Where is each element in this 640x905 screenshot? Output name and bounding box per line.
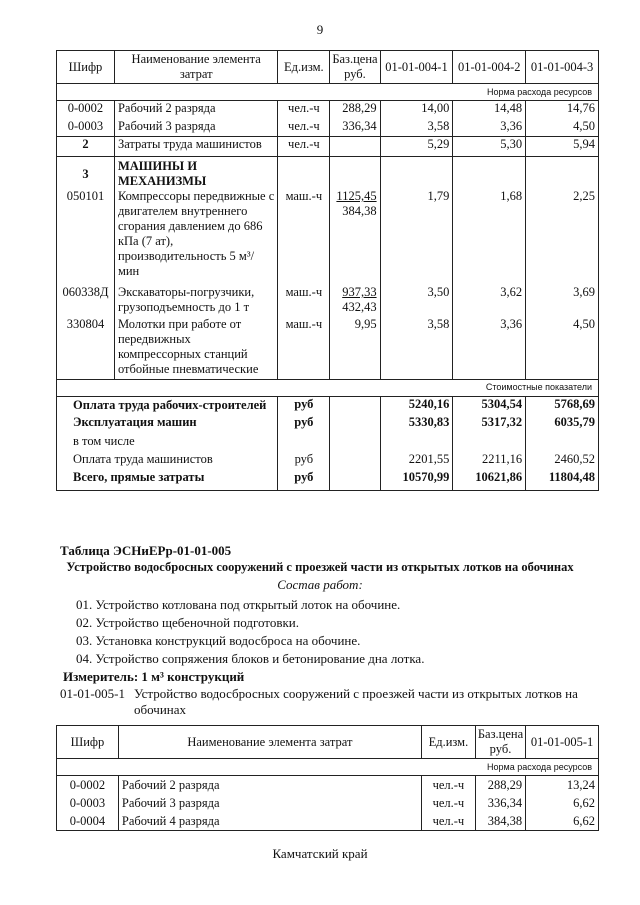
cost-name: в том числе (57, 434, 278, 452)
row-v3: 2,25 (573, 189, 595, 203)
row-name: Затраты труда машинистов (114, 137, 277, 157)
table-row (57, 119, 599, 137)
cost-unit: руб (278, 396, 330, 415)
row-code: 0-0004 (57, 812, 119, 831)
header-unit: Ед.изм. (421, 726, 475, 759)
row-price: 288,29 (475, 776, 525, 795)
row-price (330, 285, 380, 317)
row-price: 336,34 (475, 794, 525, 812)
header-col1: 01-01-004-1 (380, 51, 453, 84)
resource-table-004 (56, 50, 599, 491)
cost-unit: руб (278, 452, 330, 470)
header-unit: Ед.изм. (278, 51, 330, 84)
row-v2: 1,68 (453, 189, 526, 285)
row-unit: маш.-ч (278, 285, 330, 317)
row-unit: чел.-ч (421, 776, 475, 795)
row-v2 (453, 157, 526, 190)
cost-v2: 5317,32 (453, 415, 526, 434)
row-v3: 4,50 (573, 118, 595, 133)
row-code: 0-0003 (57, 119, 115, 137)
cost-name: Эксплуатация машин (57, 415, 278, 434)
table-row (57, 794, 599, 812)
row-unit: маш.-ч (278, 317, 330, 379)
work-item: 02. Устройство щебеночной подготовки. (76, 615, 299, 630)
row-unit: чел.-ч (278, 137, 330, 157)
page-number: 9 (316, 22, 324, 37)
norm-label-row (57, 84, 599, 101)
row-name: Компрессоры передвижные с двигателем внутреннего сгорания давлением до 686 кПа (7 ат), производительность 5 м³/мин (114, 189, 277, 285)
norm-label: Норма расхода ресурсов (57, 759, 599, 776)
table-row (57, 317, 599, 379)
table-row (57, 189, 599, 285)
item-code: 01-01-005-1 (60, 686, 125, 701)
cost-v2: 2211,16 (453, 452, 526, 470)
row-code: 0-0002 (57, 776, 119, 795)
header-price: Баз.цена руб. (330, 51, 380, 84)
cost-label-row (57, 379, 599, 396)
cost-row (57, 434, 599, 452)
cost-v2: 5304,54 (453, 396, 526, 415)
row-price: 288,29 (330, 101, 380, 119)
cost-row (57, 452, 599, 470)
row-price (330, 137, 380, 157)
page-footer: Камчатский край (272, 846, 368, 861)
row-unit: чел.-ч (421, 812, 475, 831)
row-code: 060338Д (57, 285, 115, 317)
cost-v1: 5240,16 (380, 396, 453, 415)
row-name: Рабочий 3 разряда (118, 794, 421, 812)
row-v2: 14,48 (453, 101, 526, 119)
row-v3: 4,50 (573, 317, 595, 331)
header-col2: 01-01-004-2 (453, 51, 526, 84)
row-unit: маш.-ч (278, 189, 330, 285)
cost-v3 (526, 434, 599, 452)
row-unit: чел.-ч (278, 101, 330, 119)
row-code: 0-0003 (57, 794, 119, 812)
row-v1: 14,00 (380, 101, 453, 119)
resource-table-005 (56, 725, 599, 831)
row-v2: 5,30 (453, 137, 526, 157)
header-code: Шифр (57, 51, 115, 84)
price-main: 937,33 (342, 285, 377, 299)
row-name: Молотки при работе от передвижных компрессорных станций отбойные пневматические (114, 317, 277, 379)
header-price: Баз.цена руб. (475, 726, 525, 759)
row-code: 330804 (57, 317, 115, 379)
cost-v3: 5768,69 (554, 396, 595, 411)
row-price (330, 189, 380, 285)
row-v1: 3,58 (380, 317, 453, 379)
row-name: МАШИНЫ И МЕХАНИЗМЫ (114, 157, 277, 190)
row-unit: чел.-ч (421, 794, 475, 812)
work-item: 03. Установка конструкций водосброса на обочине. (76, 633, 361, 648)
price-main: 1125,45 (336, 189, 377, 203)
header-name: Наименование элемента затрат (118, 726, 421, 759)
cost-v1 (380, 434, 453, 452)
table-row (57, 157, 599, 190)
row-name: Рабочий 4 разряда (118, 812, 421, 831)
row-name: Рабочий 2 разряда (118, 776, 421, 795)
cost-row (57, 415, 599, 434)
header-col3: 01-01-004-3 (526, 51, 599, 84)
table-title: Таблица ЭСНиЕРр-01-01-005 (60, 543, 232, 558)
row-unit: чел.-ч (278, 119, 330, 137)
cost-row (57, 470, 599, 490)
header-code: Шифр (57, 726, 119, 759)
table-header-row (57, 51, 599, 84)
row-v1: 3,50 (380, 285, 453, 317)
row-v3: 5,94 (526, 137, 599, 157)
row-v1: 3,58 (380, 119, 453, 137)
header-col1: 01-01-005-1 (526, 726, 599, 759)
section-heading: Устройство водосбросных сооружений с проезжей части из открытых лотков на обочинах (66, 560, 574, 574)
cost-v2: 10621,86 (453, 470, 526, 490)
price-sub: 432,43 (342, 300, 377, 314)
cost-unit (278, 434, 330, 452)
row-v1: 13,24 (566, 777, 595, 792)
table-row (57, 101, 599, 119)
composition-label: Состав работ: (277, 577, 363, 592)
row-price (330, 157, 380, 190)
row-name: Рабочий 3 разряда (114, 119, 277, 137)
cost-label: Стоимостные показатели (57, 379, 599, 396)
row-code: 3 (57, 157, 115, 190)
cost-v1: 5330,83 (380, 415, 453, 434)
row-v1: 1,79 (380, 189, 453, 285)
row-v2: 3,62 (453, 285, 526, 317)
row-v3: 3,69 (573, 285, 595, 299)
row-code: 0-0002 (57, 101, 115, 119)
header-name: Наименование элемента затрат (114, 51, 277, 84)
row-v1: 6,62 (573, 813, 595, 828)
row-v2: 3,36 (453, 119, 526, 137)
cost-v3: 11804,48 (548, 470, 595, 484)
cost-name: Всего, прямые затраты (57, 470, 278, 490)
cost-v3: 6035,79 (554, 415, 595, 429)
price-sub: 384,38 (342, 204, 377, 218)
item-text: Устройство водосбросных сооружений с проезжей части из открытых лотков на обочинах (134, 686, 578, 717)
cost-name: Оплата труда машинистов (57, 452, 278, 470)
cost-unit: руб (278, 415, 330, 434)
table-row (57, 812, 599, 831)
row-unit (278, 157, 330, 190)
row-price: 336,34 (330, 119, 380, 137)
cost-name: Оплата труда рабочих-строителей (57, 396, 278, 415)
cost-v1: 2201,55 (380, 452, 453, 470)
norm-label-row (57, 759, 599, 776)
row-v1: 6,62 (573, 795, 595, 810)
cost-v1: 10570,99 (380, 470, 453, 490)
row-v3: 14,76 (566, 101, 595, 115)
row-name: Экскаваторы-погрузчики, грузоподъемность до 1 т (114, 285, 277, 317)
work-item: 01. Устройство котлована под открытый лоток на обочине. (76, 597, 401, 612)
row-price: 384,38 (475, 812, 525, 831)
work-item: 04. Устройство сопряжения блоков и бетонирование дна лотка. (76, 651, 425, 666)
row-v2: 3,36 (453, 317, 526, 379)
row-code: 2 (57, 137, 115, 157)
norm-label: Норма расхода ресурсов (57, 84, 599, 101)
row-code: 050101 (57, 189, 115, 285)
cost-v3: 2460,52 (554, 452, 595, 466)
cost-v2 (453, 434, 526, 452)
table-row (57, 137, 599, 157)
table-row (57, 776, 599, 795)
row-v3 (526, 157, 599, 190)
cost-row (57, 396, 599, 415)
table-header-row (57, 726, 599, 759)
row-price: 9,95 (330, 317, 380, 379)
meter-label: Измеритель: 1 м³ конструкций (63, 669, 245, 684)
row-name: Рабочий 2 разряда (114, 101, 277, 119)
row-v1: 5,29 (380, 137, 453, 157)
row-v1 (380, 157, 453, 190)
table-row (57, 285, 599, 317)
cost-unit: руб (278, 470, 330, 490)
